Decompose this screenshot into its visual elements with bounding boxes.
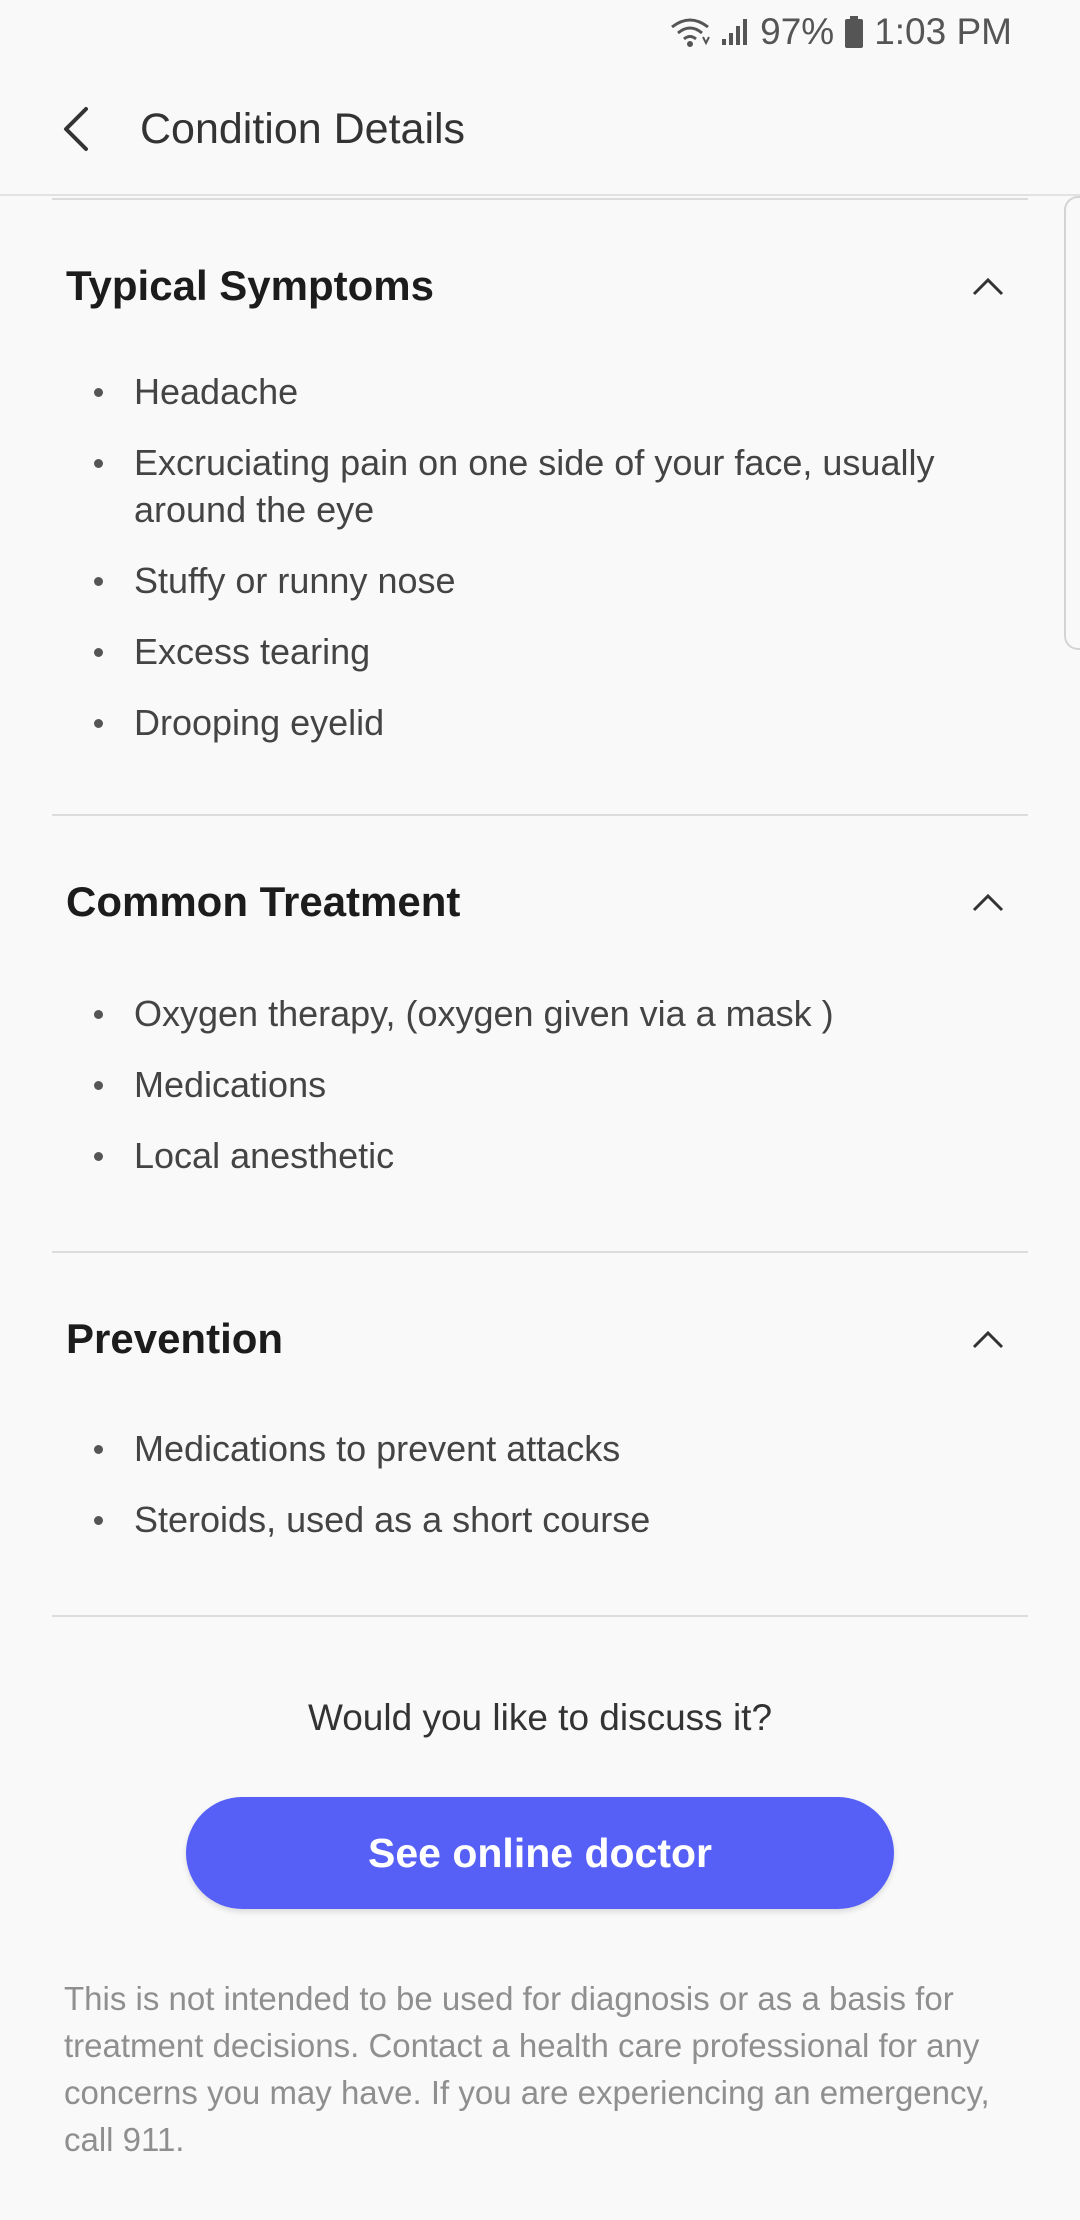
symptoms-list xyxy=(52,368,1028,814)
chevron-up-icon[interactable] xyxy=(970,268,1006,304)
list-item: Medications to prevent attacks xyxy=(66,1425,1028,1472)
back-arrow-icon xyxy=(58,105,94,153)
section-header-treatment[interactable] xyxy=(52,816,1028,988)
app-bar xyxy=(0,64,1080,196)
list-item: Oxygen therapy, (oxygen given via a mask ) xyxy=(66,990,1028,1037)
back-button[interactable] xyxy=(46,99,106,159)
signal-icon xyxy=(720,17,750,47)
list-item: Local anesthetic xyxy=(66,1132,1028,1179)
section-common-treatment xyxy=(52,816,1028,1253)
discuss-prompt: Would you like to discuss it? xyxy=(307,1697,773,1738)
section-title: Typical Symptoms xyxy=(66,262,434,309)
status-bar xyxy=(0,0,1080,64)
prevention-list xyxy=(52,1425,1028,1615)
disclaimer-text: This is not intended to be used for diagnosis or as a basis for treatment decisions. Contact a health care professional for any concerns you may have. If you are experiencing an emergency, call 911. xyxy=(64,1980,990,2158)
section-prevention xyxy=(52,1253,1028,1617)
list-item: Excess tearing xyxy=(66,628,1028,675)
treatment-list xyxy=(52,990,1028,1251)
chevron-up-icon[interactable] xyxy=(970,1321,1006,1357)
wifi-icon xyxy=(670,17,710,47)
section-header-symptoms[interactable] xyxy=(52,200,1028,372)
list-item: Excruciating pain on one side of your face, usually around the eye xyxy=(66,439,1028,533)
chevron-up-icon[interactable] xyxy=(970,884,1006,920)
section-typical-symptoms xyxy=(52,198,1028,816)
content xyxy=(0,198,1080,2163)
see-online-doctor-button[interactable]: See online doctor xyxy=(186,1797,894,1909)
list-item: Drooping eyelid xyxy=(66,699,1028,746)
list-item: Steroids, used as a short course xyxy=(66,1496,1028,1543)
battery-icon xyxy=(844,16,864,48)
list-item: Medications xyxy=(66,1061,1028,1108)
list-item: Stuffy or runny nose xyxy=(66,557,1028,604)
list-item: Headache xyxy=(66,368,1028,415)
section-title: Prevention xyxy=(66,1315,284,1362)
status-time: 1:03 PM xyxy=(874,11,1012,52)
battery-percent: 97% xyxy=(760,11,835,52)
page-title: Condition Details xyxy=(140,104,466,153)
section-header-prevention[interactable] xyxy=(52,1253,1028,1425)
section-title: Common Treatment xyxy=(66,878,461,925)
